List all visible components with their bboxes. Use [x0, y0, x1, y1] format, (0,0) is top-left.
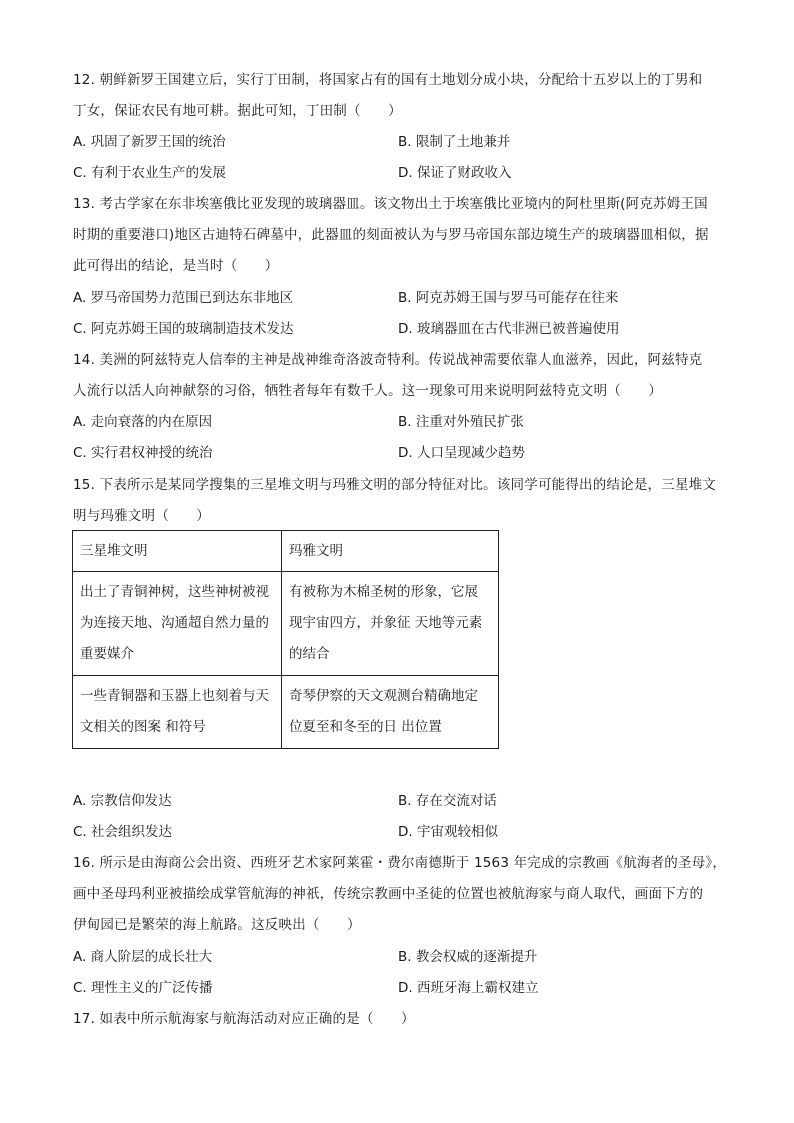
q14-option-d: D. 人口呈现减少趋势 — [398, 445, 525, 461]
table-header-cell: 玛雅文明 — [282, 531, 499, 572]
q15-option-b: B. 存在交流对话 — [398, 793, 497, 809]
table-header-row — [73, 531, 499, 572]
q16-option-c: C. 理性主义的广泛传播 — [73, 980, 213, 996]
q12-option-d: D. 保证了财政收入 — [398, 165, 512, 181]
q12-stem-line-2: 丁女，保证农民有地可耕。据此可知，丁田制（ ） — [73, 103, 402, 119]
table-row — [73, 572, 499, 676]
table-cell: 奇琴伊察的天文观测台精确地定位夏至和冬至的日 出位置 — [282, 676, 499, 749]
q13-option-c: C. 阿克苏姆王国的玻璃制造技术发达 — [73, 321, 294, 337]
q15-stem-line-1: 15. 下表所示是某同学搜集的三星堆文明与玛雅文明的部分特征对比。该同学可能得出的结论是，三星堆文 — [73, 477, 717, 493]
q15-option-a: A. 宗教信仰发达 — [73, 793, 172, 809]
q15-option-c: C. 社会组织发达 — [73, 824, 173, 840]
q12-stem-line-1: 12. 朝鲜新罗王国建立后，实行丁田制，将国家占有的国有土地划分成小块，分配给十五岁以上的丁男和 — [73, 72, 703, 88]
q12-option-a: A. 巩固了新罗王国的统治 — [73, 134, 226, 150]
q13-option-d: D. 玻璃器皿在古代非洲已被普遍使用 — [398, 321, 620, 337]
q16-stem-line-2: 画中圣母玛利亚被描绘成掌管航海的神祇，传统宗教画中圣徒的位置也被航海家与商人取代，画面下方的 — [73, 886, 704, 902]
comparison-table — [72, 530, 499, 749]
q14-stem-line-1: 14. 美洲的阿兹特克人信奉的主神是战神维奇洛波奇特利。传说战神需要依靠人血滋养，因此，阿兹特克 — [73, 352, 703, 368]
table-header-cell: 三星堆文明 — [73, 531, 282, 572]
q13-stem-line-3: 此可得出的结论，是当时（ ） — [73, 258, 279, 274]
q17-stem-line-1: 17. 如表中所示航海家与航海活动对应正确的是（ ） — [73, 1011, 415, 1027]
q16-option-d: D. 西班牙海上霸权建立 — [398, 980, 539, 996]
q13-stem-line-1: 13. 考古学家在东非埃塞俄比亚发现的玻璃器皿。该文物出土于埃塞俄比亚境内的阿杜里斯(阿克苏姆王国 — [73, 196, 708, 212]
q14-stem-line-2: 人流行以活人向神献祭的习俗，牺牲者每年有数千人。这一现象可用来说明阿兹特克文明（ ） — [73, 383, 663, 399]
q12-option-b: B. 限制了土地兼并 — [398, 134, 511, 150]
q16-option-b: B. 教会权威的逐渐提升 — [398, 949, 538, 965]
q13-stem-line-2: 时期的重要港口)地区古迪特石碑墓中，此器皿的刻面被认为与罗马帝国东部边境生产的玻璃器皿相似，据 — [73, 227, 709, 243]
q13-option-b: B. 阿克苏姆王国与罗马可能存在往来 — [398, 290, 619, 306]
q14-option-c: C. 实行君权神授的统治 — [73, 445, 213, 461]
q15-stem-line-2: 明与玛雅文明（ ） — [73, 508, 210, 524]
table-row — [73, 676, 499, 749]
q14-option-a: A. 走向衰落的内在原因 — [73, 414, 213, 430]
q12-option-c: C. 有利于农业生产的发展 — [73, 165, 227, 181]
q16-option-a: A. 商人阶层的成长壮大 — [73, 949, 213, 965]
q15-option-d: D. 宇宙观较相似 — [398, 824, 498, 840]
q16-stem-line-1: 16. 所示是由海商公会出资、西班牙艺术家阿莱霍・费尔南德斯于 1563 年完成的宗教画《航海者的圣母》， — [73, 855, 727, 871]
q16-stem-line-3: 伊甸园已是繁荣的海上航路。这反映出（ ） — [73, 917, 361, 933]
table-cell: 出土了青铜神树，这些神树被视为连接天地、沟通超自然力量的重要媒介 — [73, 572, 282, 676]
table-cell: 一些青铜器和玉器上也刻着与天文相关的图案 和符号 — [73, 676, 282, 749]
q13-option-a: A. 罗马帝国势力范围已到达东非地区 — [73, 290, 294, 306]
q14-option-b: B. 注重对外殖民扩张 — [398, 414, 524, 430]
table-cell: 有被称为木棉圣树的形象，它展现宇宙四方，并象征 天地等元素的结合 — [282, 572, 499, 676]
